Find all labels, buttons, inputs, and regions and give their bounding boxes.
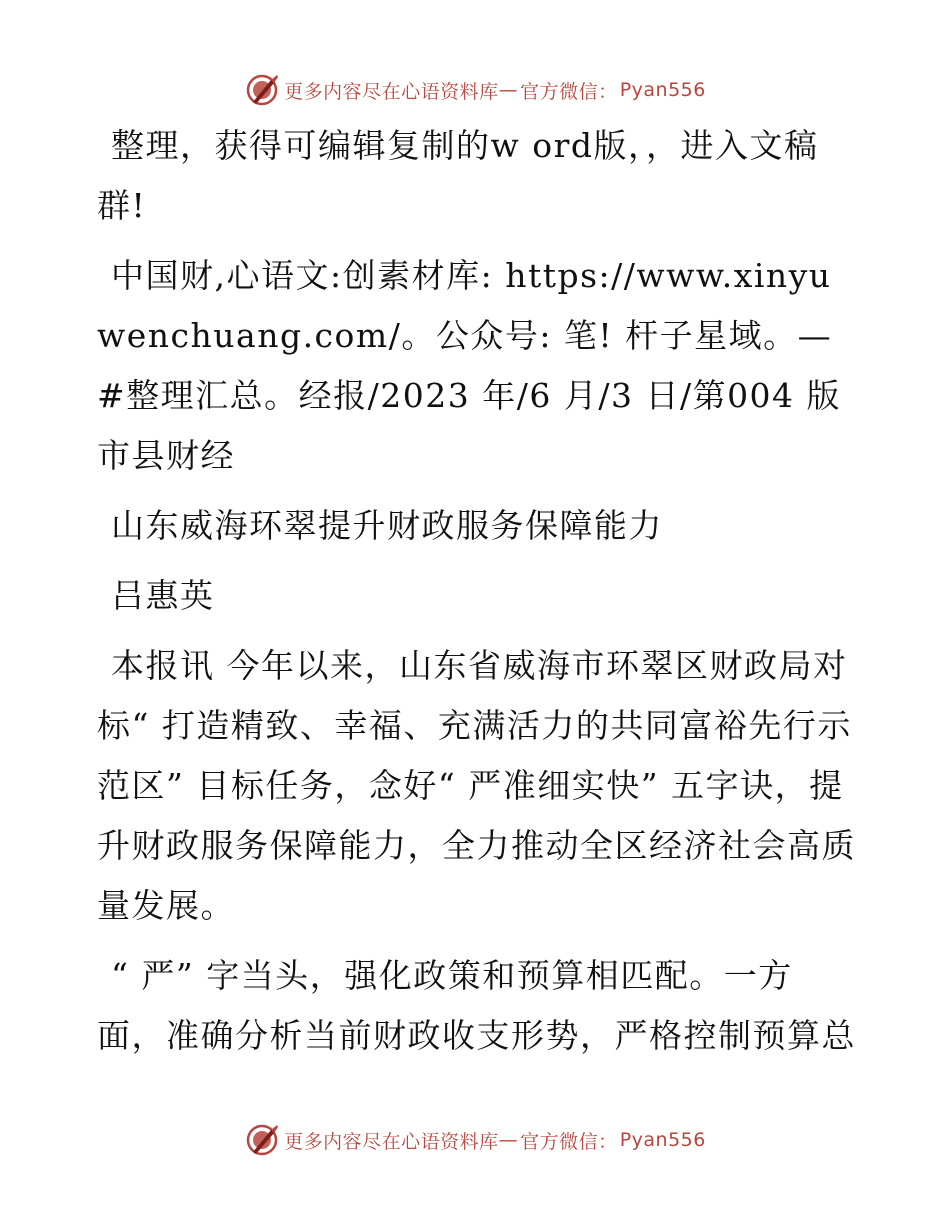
- watermark-wechat-label: 官方微信：: [520, 1130, 618, 1153]
- pen-nib-circle-icon: [244, 72, 280, 108]
- watermark-separator: —: [498, 1129, 519, 1151]
- watermark-separator: —: [498, 79, 519, 101]
- pen-nib-circle-icon: [244, 1122, 280, 1158]
- watermark-wechat-id: Pyan556: [619, 79, 706, 101]
- paragraph-lead: 本报讯 今年以来，山东省威海市环翠区财政局对标“ 打造精致、幸福、充满活力的共同富裕先行示范区” 目标任务，念好“ 严准细实快” 五字诀，提升财政服务保障能力，全力推动全区经济社会高质量发展。: [97, 646, 856, 925]
- article-title: 山东威海环翠提升财政服务保障能力: [111, 506, 663, 545]
- watermark-wechat-id: Pyan556: [619, 1129, 706, 1151]
- watermark-header: [0, 70, 950, 110]
- paragraph-body: “ 严” 字当头，强化政策和预算相匹配。一方面，准确分析当前财政收支形势，严格控制预算总: [97, 956, 856, 1055]
- watermark-brand: 更多内容尽在心语资料库: [284, 1130, 499, 1153]
- article-author: 吕惠英: [111, 576, 215, 615]
- paragraph-source: 中国财,心语文:创素材库: https://www.xinyuwenchuang.com/。公众号: 笔! 杆子星域。—#整理汇总。经报/2023 年/6 月/3 日/第004 版市县财经: [97, 256, 842, 475]
- paragraph-intro: 整理，获得可编辑复制的w ord版，，进入文稿群!: [97, 126, 819, 225]
- watermark-footer: [0, 1120, 950, 1160]
- document-body: [97, 116, 857, 1076]
- watermark-brand: 更多内容尽在心语资料库: [284, 80, 499, 103]
- watermark-wechat-label: 官方微信：: [520, 80, 618, 103]
